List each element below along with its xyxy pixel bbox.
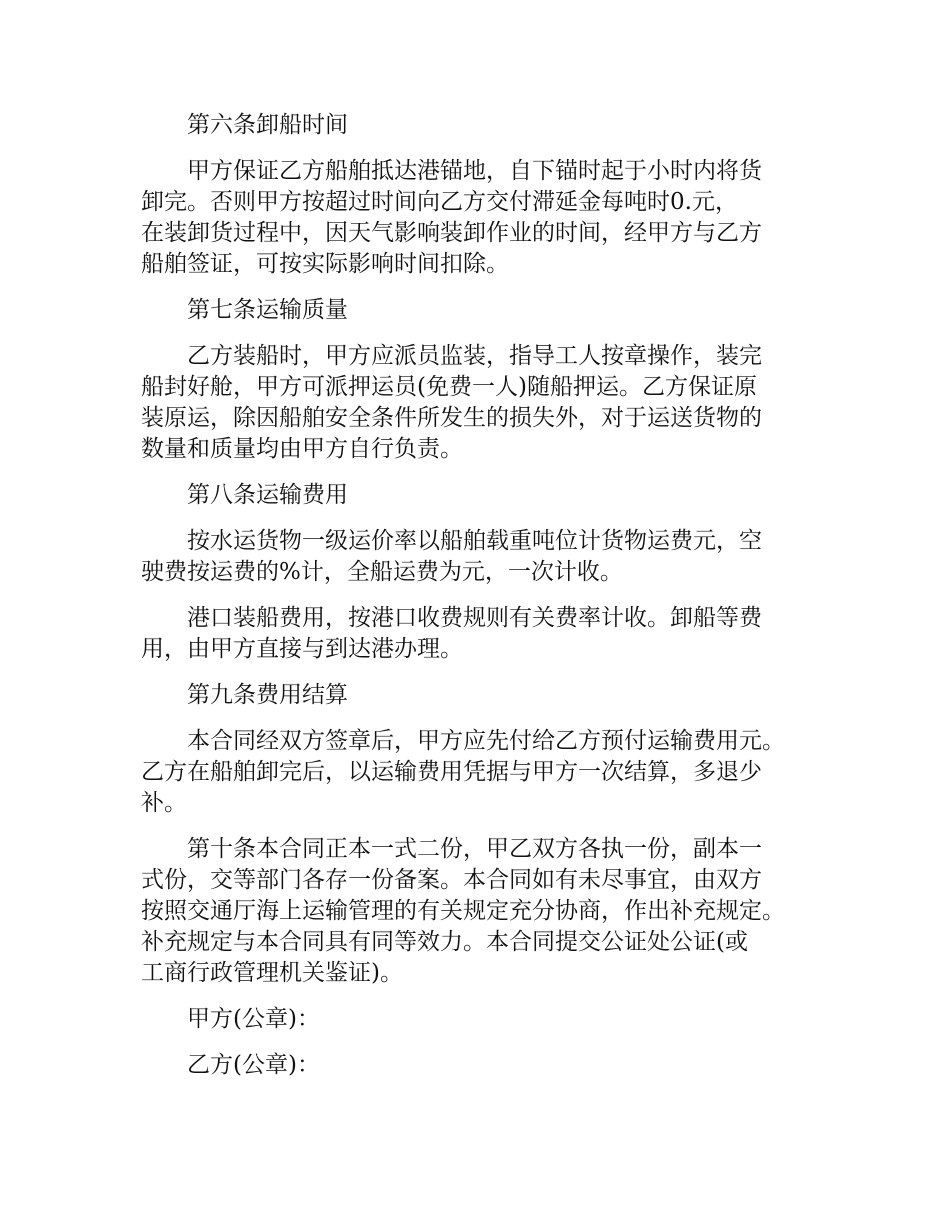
article-10-body: 第十条本合同正本一式二份，甲乙双方各执一份，副本一 式份，交等部门各存一份备案。本合同如有未尽事宜，由双方 按照交通厅海上运输管理的有关规定充分协商，作出补充规定。 补充规定与本合同具有同等效力。本合同提交公证处公证(或 工商行政管理机关鉴证)。 [141,836,785,986]
article-8-body-port-fees: 港口装船费用，按港口收费规则有关费率计收。卸船等费 用，由甲方直接与到达港办理。 [141,605,762,662]
party-b-seal-line: 乙方(公章)： [187,1052,320,1078]
article-9-heading: 第九条费用结算 [187,682,348,708]
article-6-heading: 第六条卸船时间 [187,112,348,138]
article-7-heading: 第七条运输质量 [187,297,348,323]
article-8-body-freight: 按水运货物一级运价率以船舶载重吨位计货物运费元，空 驶费按运费的%计，全船运费为元，一次计收。 [141,528,762,585]
article-9-body: 本合同经双方签章后，甲方应先付给乙方预付运输费用元。 乙方在船舶卸完后，以运输费用凭据与甲方一次结算，多退少 补。 [141,728,785,816]
document-body [141,110,831,1096]
article-7-body: 乙方装船时，甲方应派员监装，指导工人按章操作，装完 船封好舱，甲方可派押运员(免费一人)随船押运。乙方保证原 装原运，除因船舶安全条件所发生的损失外，对于运送货物的 数量和质量均由甲方自行负责。 [141,343,762,462]
article-8-heading: 第八条运输费用 [187,482,348,508]
party-a-seal-line: 甲方(公章)： [187,1006,320,1032]
article-6-body: 甲方保证乙方船舶抵达港锚地，自下锚时起于小时内将货 卸完。否则甲方按超过时间向乙方交付滞延金每吨时0.元， 在装卸货过程中，因天气影响装卸作业的时间，经甲方与乙方 船舶签证，可按实际影响时间扣除。 [141,158,762,277]
